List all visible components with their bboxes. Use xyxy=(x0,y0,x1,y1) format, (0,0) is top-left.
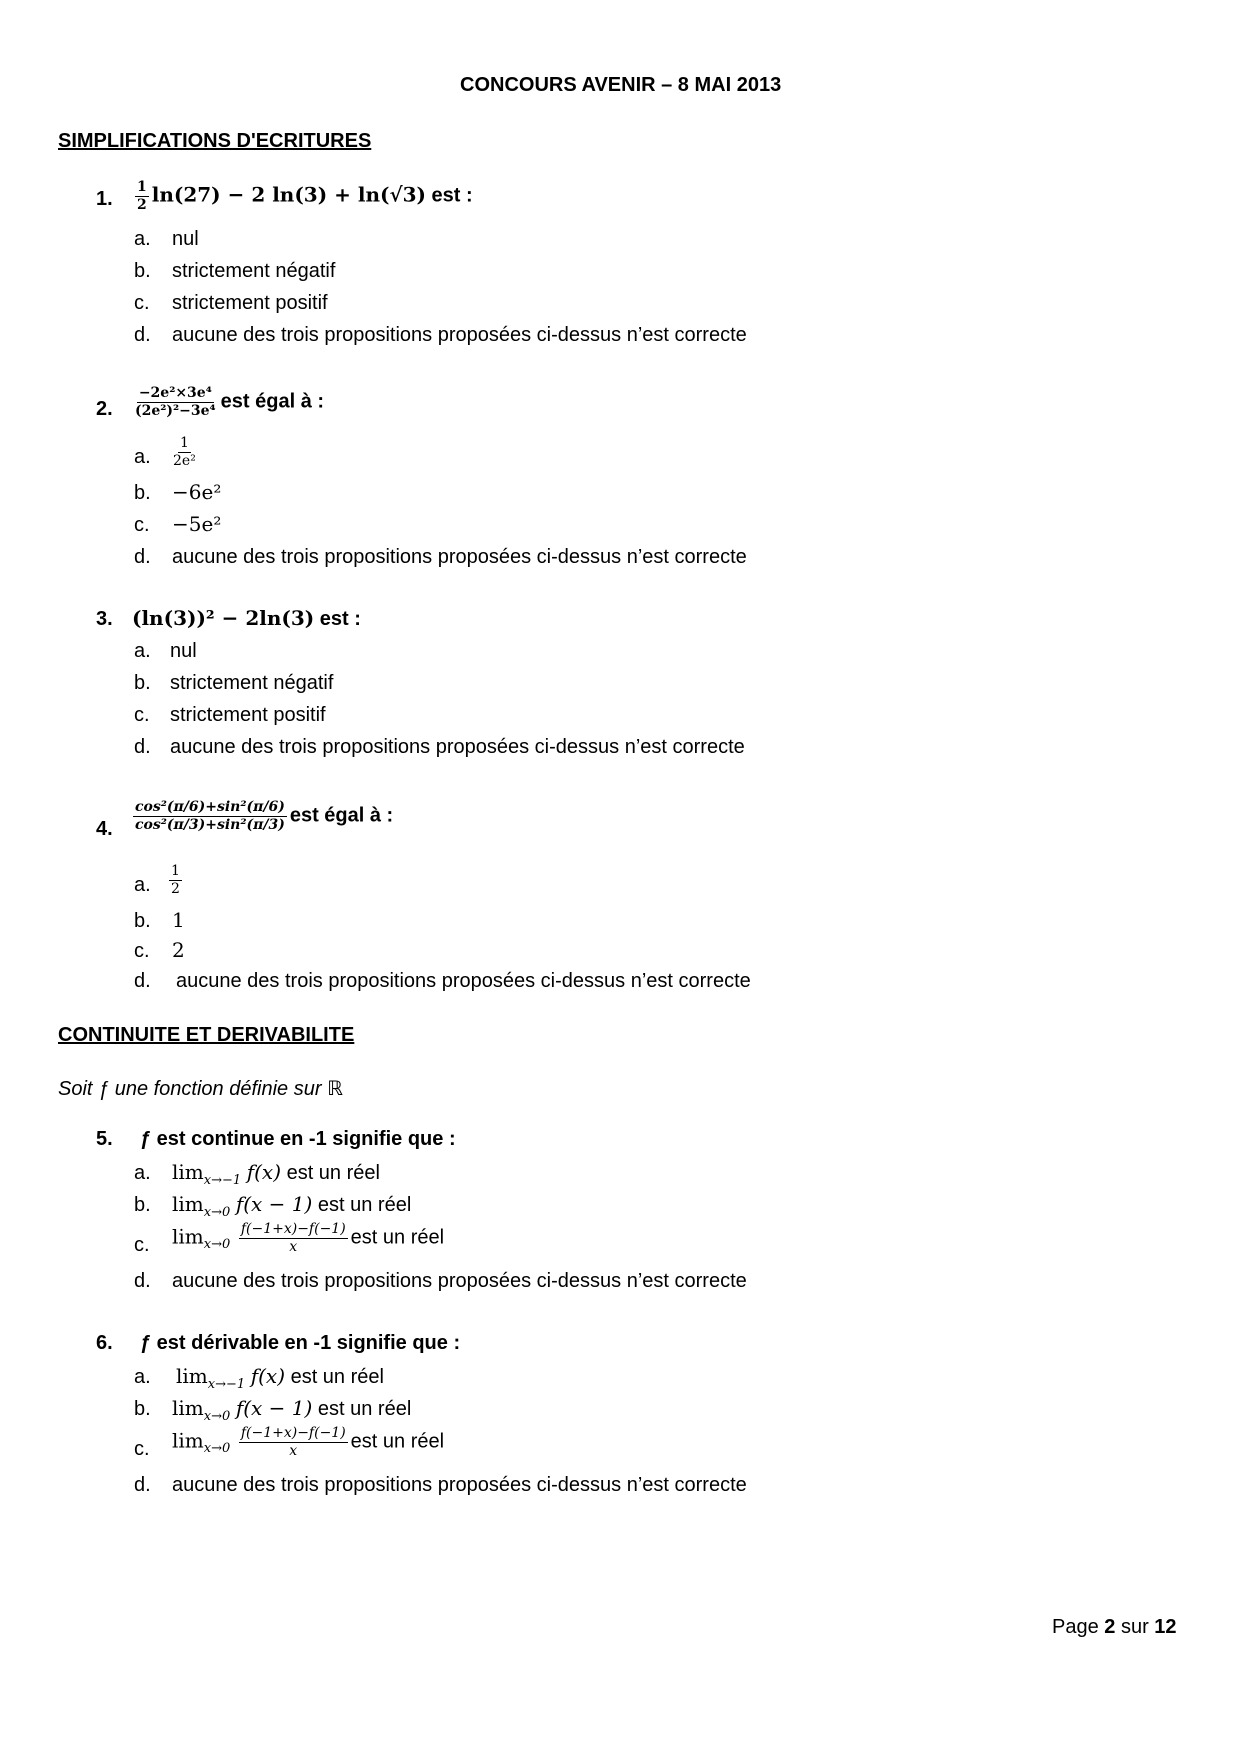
q2-option-a-letter: a. xyxy=(134,446,151,468)
q4-option-b[interactable]: 1 xyxy=(172,908,185,932)
q1-option-b[interactable]: strictement négatif xyxy=(172,260,336,282)
q1-option-b-letter: b. xyxy=(134,260,151,282)
q1-option-d[interactable]: aucune des trois propositions proposées ci-dessus n’est correcte xyxy=(172,324,747,346)
q6-option-c[interactable]: $\lim_{x\to 0}$ $\frac{f(-1+x)-f(-1)}{x}$ est un réel xyxy=(172,1425,445,1459)
question-5-number: 5. xyxy=(96,1128,113,1150)
section-title-continuite: CONTINUITE ET DERIVABILITE xyxy=(58,1024,355,1046)
q1-option-a[interactable]: nul xyxy=(172,228,199,250)
q1-option-d-letter: d. xyxy=(134,324,151,346)
q6-option-c-fraction: $\frac{f(-1+x)-f(-1)}{x}$ xyxy=(240,1425,346,1459)
q2-option-a-fraction: $\frac{1}{\text{2e²}}$ xyxy=(173,435,196,469)
q3-option-d-letter: d. xyxy=(134,736,151,758)
question-6-number: 6. xyxy=(96,1332,113,1354)
q4-option-d[interactable]: aucune des trois propositions proposées ci-dessus n’est correcte xyxy=(176,970,751,992)
q4-option-c[interactable]: 2 xyxy=(172,938,185,962)
q4-option-d-letter: d. xyxy=(134,970,151,992)
q2-option-c[interactable]: −5e² xyxy=(172,512,222,536)
q2-option-c-letter: c. xyxy=(134,514,150,536)
q6-option-a[interactable]: $\lim_{x\to-1} f(x)$ est un réel xyxy=(176,1364,384,1392)
question-2-fraction: $\frac{\text{−2e²×3e⁴}}{\text{(2e²)²−3e⁴}}$ xyxy=(135,385,216,419)
question-5-statement: ƒ est continue en -1 signifie que : xyxy=(140,1128,456,1150)
q4-option-a-fraction: $\frac{1}{2}$ xyxy=(171,863,180,897)
question-4-number: 4. xyxy=(96,818,113,840)
q3-option-c[interactable]: strictement positif xyxy=(170,704,326,726)
q2-option-b[interactable]: −6e² xyxy=(172,480,222,504)
question-4-statement: $\frac{\text{cos²(π/6)+sin²(π/6)}}{\text{cos²(π/3)+sin²(π/3)}}$ est égal à : xyxy=(135,799,394,833)
question-4-fraction: $\frac{\text{cos²(π/6)+sin²(π/6)}}{\text{cos²(π/3)+sin²(π/3)}}$ xyxy=(135,799,285,833)
question-1-number: 1. xyxy=(96,188,113,210)
section-title-simplifications: SIMPLIFICATIONS D'ECRITURES xyxy=(58,130,372,152)
q2-option-d-letter: d. xyxy=(134,546,151,568)
q5-option-c-fraction: $\frac{f(-1+x)-f(-1)}{x}$ xyxy=(240,1221,346,1255)
q4-option-a-letter: a. xyxy=(134,874,151,896)
q6-option-b-letter: b. xyxy=(134,1398,151,1420)
q5-option-a[interactable]: $\lim_{x\to-1} f(x)$ est un réel xyxy=(172,1160,380,1188)
q2-option-b-letter: b. xyxy=(134,482,151,504)
q1-option-c[interactable]: strictement positif xyxy=(172,292,328,314)
page-number: Page 2 sur 12 xyxy=(1052,1616,1177,1638)
q3-option-b[interactable]: strictement négatif xyxy=(170,672,334,694)
q5-option-c[interactable]: $\lim_{x\to 0}$ $\frac{f(-1+x)-f(-1)}{x}$ est un réel xyxy=(172,1221,445,1255)
question-1-fraction: $\frac{1}{2}$ xyxy=(137,179,147,213)
q4-option-a[interactable] xyxy=(166,864,185,896)
q4-option-c-letter: c. xyxy=(134,940,150,962)
q4-option-b-letter: b. xyxy=(134,910,151,932)
question-2-statement: $\frac{\text{−2e²×3e⁴}}{\text{(2e²)²−3e⁴}}$ est égal à : xyxy=(135,385,325,419)
q3-option-a-letter: a. xyxy=(134,640,151,662)
question-3-number: 3. xyxy=(96,608,113,630)
q2-option-d[interactable]: aucune des trois propositions proposées ci-dessus n’est correcte xyxy=(172,546,747,568)
q5-option-d-letter: d. xyxy=(134,1270,151,1292)
q5-option-a-letter: a. xyxy=(134,1162,151,1184)
question-6-statement: ƒ est dérivable en -1 signifie que : xyxy=(140,1332,461,1354)
q6-option-a-letter: a. xyxy=(134,1366,151,1388)
q3-option-d[interactable]: aucune des trois propositions proposées ci-dessus n’est correcte xyxy=(170,736,745,758)
question-1-statement: $\frac{1}{2}$ ln(27) − 2 ln(3) + ln⁡(√3) est : xyxy=(137,179,473,213)
q5-option-b-letter: b. xyxy=(134,1194,151,1216)
q5-option-c-letter: c. xyxy=(134,1234,150,1256)
q5-option-b[interactable]: $\lim_{x\to 0} f(x - 1)$ est un réel xyxy=(172,1192,412,1220)
q6-option-b[interactable]: $\lim_{x\to 0} f(x - 1)$ est un réel xyxy=(172,1396,412,1424)
question-3-statement: (ln⁡(3))² − 2ln⁡(3) est : xyxy=(132,606,361,630)
page-title: CONCOURS AVENIR – 8 MAI 2013 xyxy=(460,74,782,96)
q5-option-d[interactable]: aucune des trois propositions proposées ci-dessus n’est correcte xyxy=(172,1270,747,1292)
q3-option-c-letter: c. xyxy=(134,704,150,726)
q3-option-b-letter: b. xyxy=(134,672,151,694)
section-intro: Soit ƒ une fonction définie sur ℝ xyxy=(58,1078,343,1100)
q6-option-d-letter: d. xyxy=(134,1474,151,1496)
question-2-number: 2. xyxy=(96,398,113,420)
q6-option-c-letter: c. xyxy=(134,1438,150,1460)
q2-option-a[interactable] xyxy=(168,436,201,468)
q6-option-d[interactable]: aucune des trois propositions proposées ci-dessus n’est correcte xyxy=(172,1474,747,1496)
q1-option-a-letter: a. xyxy=(134,228,151,250)
q3-option-a[interactable]: nul xyxy=(170,640,197,662)
q1-option-c-letter: c. xyxy=(134,292,150,314)
